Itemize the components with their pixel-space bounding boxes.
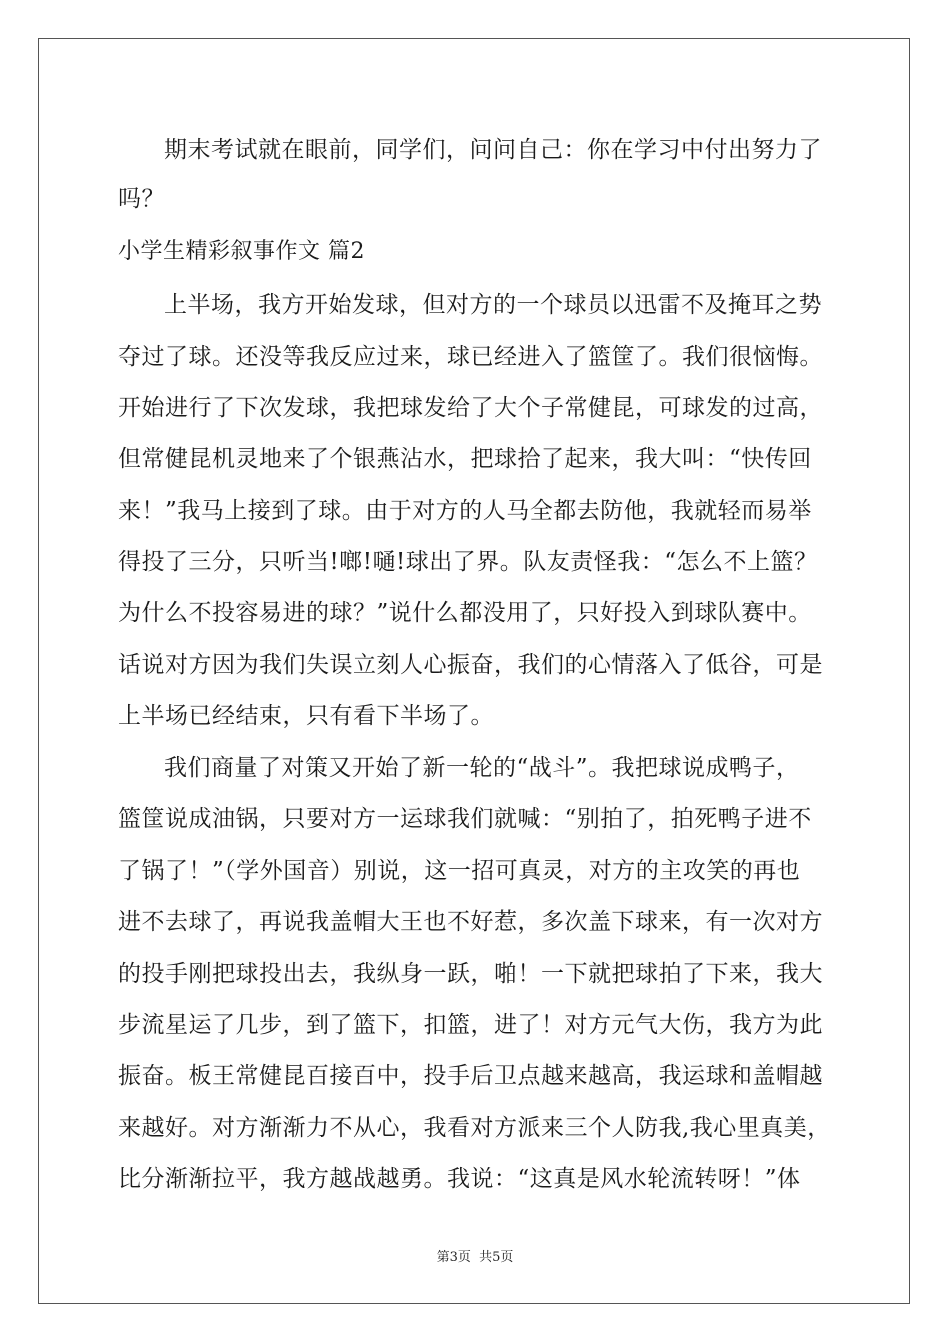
- paragraph-line: 了锅了！”（学外国音）别说，这一招可真灵，对方的主攻笑的再也: [118, 858, 801, 884]
- paragraph-line: 但常健昆机灵地来了个银燕沾水，把球拾了起来，我大叫：“快传回: [118, 446, 812, 472]
- paragraph-line: 夺过了球。还没等我反应过来，球已经进入了篮筐了。我们很恼悔。: [118, 344, 823, 370]
- paragraph-line: 来！”我马上接到了球。由于对方的人马全都去防他，我就轻而易举: [118, 498, 812, 524]
- paragraph-line: 吗？: [118, 186, 165, 212]
- section-heading: 小学生精彩叙事作文 篇2: [118, 239, 365, 264]
- paragraph-line: 来越好。对方渐渐力不从心，我看对方派来三个人防我,我心里真美，: [118, 1115, 831, 1141]
- page-total: 共5页: [479, 1250, 514, 1265]
- paragraph-line: 开始进行了下次发球，我把球发给了大个子常健昆，可球发的过高，: [118, 395, 823, 421]
- paragraph-line: 为什么不投容易进的球？”说什么都没用了，只好投入到球队赛中。: [118, 600, 812, 626]
- paragraph-line: 比分渐渐拉平，我方越战越勇。我说：“这真是风水轮流转呀！”体: [118, 1166, 801, 1192]
- page-number: 第3页: [436, 1250, 471, 1265]
- paragraph-line: 我们商量了对策又开始了新一轮的“战斗”。我把球说成鸭子，: [164, 755, 800, 781]
- paragraph-line: 进不去球了，再说我盖帽大王也不好惹，多次盖下球来，有一次对方: [118, 909, 823, 935]
- paragraph-line: 振奋。板王常健昆百接百中，投手后卫点越来越高，我运球和盖帽越: [118, 1063, 823, 1089]
- paragraph-line: 话说对方因为我们失误立刻人心振奋，我们的心情落入了低谷，可是: [118, 652, 823, 678]
- page-footer: [0, 1246, 950, 1265]
- paragraph-line: 步流星运了几步，到了篮下，扣篮，进了！对方元气大伤，我方为此: [118, 1012, 823, 1038]
- paragraph-line: 得投了三分，只听当!啷!嗵!球出了界。队友责怪我：“怎么不上篮？: [118, 549, 818, 575]
- paragraph-line: 期末考试就在眼前，同学们，问问自己：你在学习中付出努力了: [164, 137, 822, 163]
- paragraph-line: 的投手刚把球投出去，我纵身一跃，啪！一下就把球拍了下来，我大: [118, 961, 823, 987]
- paragraph-line: 篮筐说成油锅，只要对方一运球我们就喊：“别拍了，拍死鸭子进不: [118, 806, 812, 832]
- paragraph-line: 上半场，我方开始发球，但对方的一个球员以迅雷不及掩耳之势: [164, 292, 822, 318]
- paragraph-line: 上半场已经结束，只有看下半场了。: [118, 703, 494, 729]
